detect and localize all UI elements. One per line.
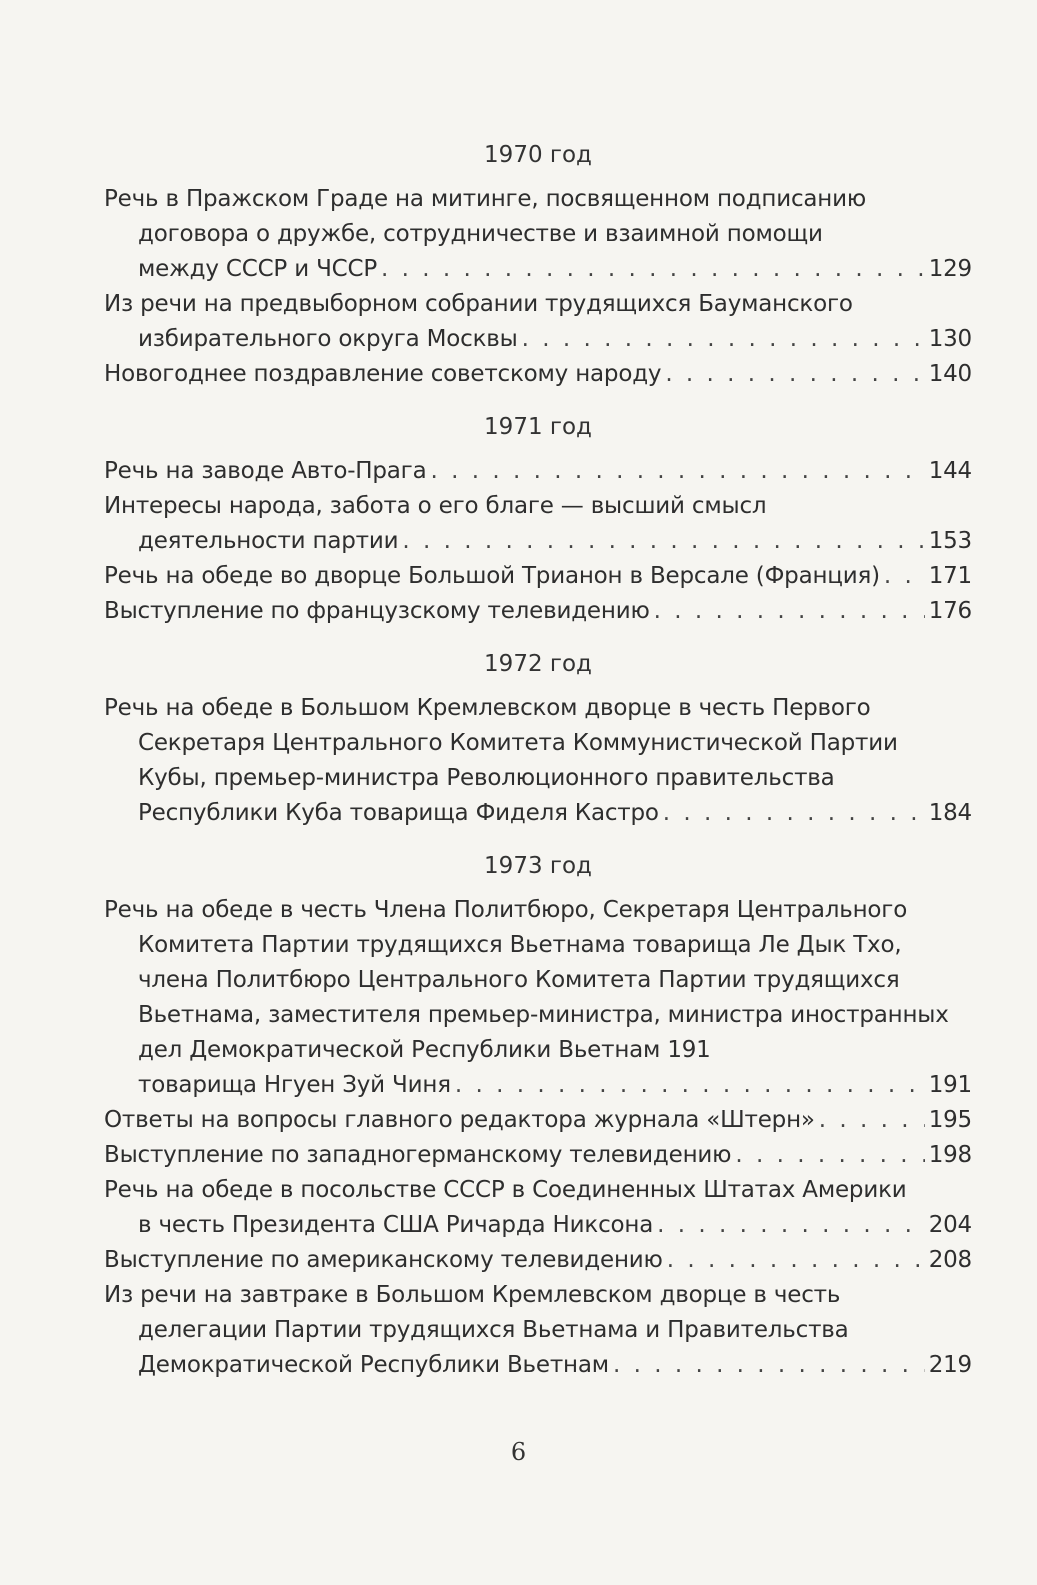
- entry-title-text: Речь на обеде в честь Члена Политбюро, Секретаря Центрального: [104, 897, 908, 923]
- page-number: 6: [510, 1438, 527, 1466]
- entry-line: [104, 998, 972, 1033]
- entry-title-text: между СССР и ЧССР: [138, 256, 378, 282]
- dot-leader: [657, 1208, 925, 1243]
- toc-entry: [104, 691, 972, 831]
- entry-line: [104, 357, 972, 392]
- entry-title-text: Речь на обеде в Большом Кремлевском дворце в честь Первого: [104, 695, 871, 721]
- entry-page-number: 129: [928, 256, 972, 282]
- entry-line: [104, 1173, 972, 1208]
- entry-title-text: избирательного округа Москвы: [138, 326, 518, 352]
- entry-title-text: товарища Нгуен Зуй Чиня: [138, 1072, 451, 1098]
- entry-page-number: 140: [928, 361, 972, 387]
- dot-leader: [654, 594, 925, 629]
- entry-title-text: Речь на обеде во дворце Большой Трианон в Версале (Франция): [104, 563, 880, 589]
- entry-line: [104, 1348, 972, 1383]
- entry-line: [104, 691, 972, 726]
- toc-entry: [104, 893, 972, 1103]
- toc-entry: [104, 489, 972, 559]
- year-heading: 1970 год: [484, 142, 592, 168]
- entry-line: [104, 322, 972, 357]
- entry-line: [104, 963, 972, 998]
- entry-title-text: Республики Куба товарища Фиделя Кастро: [138, 800, 659, 826]
- toc-entry: [104, 594, 972, 629]
- entry-line: [104, 1103, 972, 1138]
- entry-line: [104, 1138, 972, 1173]
- toc-entry: [104, 1278, 972, 1383]
- entry-title-text: Речь на обеде в посольстве СССР в Соединенных Штатах Америки: [104, 1177, 907, 1203]
- entry-page-number: 208: [928, 1247, 972, 1273]
- entry-title-text: Речь на заводе Авто-Прага: [104, 458, 427, 484]
- toc-entry: [104, 1173, 972, 1243]
- toc-entry: [104, 1138, 972, 1173]
- year-heading: 1972 год: [484, 651, 592, 677]
- toc-entry: [104, 182, 972, 287]
- dot-leader: [402, 524, 924, 559]
- entry-title-text: Интересы народа, забота о его благе — высший смысл: [104, 493, 767, 519]
- entry-line: [104, 893, 972, 928]
- entry-title-text: Выступление по французскому телевидению: [104, 598, 650, 624]
- entry-line: [104, 524, 972, 559]
- toc-entry: [104, 454, 972, 489]
- toc-section: [104, 647, 972, 831]
- entry-title-text: Выступление по западногерманскому телевидению: [104, 1142, 732, 1168]
- entry-title-text: Речь в Пражском Граде на митинге, посвященном подписанию: [104, 186, 867, 212]
- entry-line: [104, 928, 972, 963]
- toc-section: [104, 849, 972, 1383]
- entry-title-text: делегации Партии трудящихся Вьетнама и Правительства: [138, 1317, 849, 1343]
- dot-leader: [455, 1068, 925, 1103]
- entry-line: [104, 1243, 972, 1278]
- entry-title-text: Кубы, премьер-министра Революционного правительства: [138, 765, 835, 791]
- entry-title-text: Демократической Республики Вьетнам: [138, 1352, 609, 1378]
- entry-title-text: дел Демократической Республики Вьетнам 191: [138, 1037, 711, 1063]
- dot-leader: [613, 1348, 925, 1383]
- entry-page-number: 176: [928, 598, 972, 624]
- entry-line: [104, 1208, 972, 1243]
- entry-line: [104, 559, 972, 594]
- entry-title-text: Комитета Партии трудящихся Вьетнама товарища Ле Дык Тхо,: [138, 932, 902, 958]
- dot-leader: [381, 252, 925, 287]
- dot-leader: [819, 1103, 925, 1138]
- dot-leader: [665, 357, 924, 392]
- toc-entry: [104, 559, 972, 594]
- toc-entry: [104, 357, 972, 392]
- entry-line: [104, 287, 972, 322]
- entry-line: [104, 182, 972, 217]
- entry-line: [104, 594, 972, 629]
- entry-title-text: Ответы на вопросы главного редактора журнала «Штерн»: [104, 1107, 815, 1133]
- entry-line: [104, 1033, 972, 1068]
- entry-line: [104, 726, 972, 761]
- table-of-contents: [104, 138, 972, 1383]
- dot-leader: [884, 559, 925, 594]
- entry-line: [104, 454, 972, 489]
- entry-line: [104, 1278, 972, 1313]
- entry-title-text: Новогоднее поздравление советскому народу: [104, 361, 662, 387]
- entry-line: [104, 796, 972, 831]
- entry-page-number: 153: [928, 528, 972, 554]
- dot-leader: [735, 1138, 924, 1173]
- entry-line: [104, 761, 972, 796]
- entry-page-number: 184: [928, 800, 972, 826]
- entry-line: [104, 1313, 972, 1348]
- toc-section: [104, 410, 972, 629]
- entry-title-text: в честь Президента США Ричарда Никсона: [138, 1212, 654, 1238]
- entry-page-number: 204: [928, 1212, 972, 1238]
- dot-leader: [667, 1243, 925, 1278]
- entry-line: [104, 252, 972, 287]
- toc-entry: [104, 287, 972, 357]
- dot-leader: [663, 796, 925, 831]
- entry-title-text: Секретаря Центрального Комитета Коммунистической Партии: [138, 730, 898, 756]
- entry-title-text: Выступление по американскому телевидению: [104, 1247, 663, 1273]
- toc-section: [104, 138, 972, 392]
- entry-line: [104, 1068, 972, 1103]
- entry-page-number: 171: [928, 563, 972, 589]
- toc-entry: [104, 1243, 972, 1278]
- entry-page-number: 195: [928, 1107, 972, 1133]
- toc-entry: [104, 1103, 972, 1138]
- entry-title-text: Вьетнама, заместителя премьер-министра, министра иностранных: [138, 1002, 949, 1028]
- year-heading: 1973 год: [484, 853, 592, 879]
- dot-leader: [522, 322, 925, 357]
- entry-title-text: члена Политбюро Центрального Комитета Партии трудящихся: [138, 967, 900, 993]
- entry-page-number: 198: [928, 1142, 972, 1168]
- entry-title-text: Из речи на предвыборном собрании трудящихся Бауманского: [104, 291, 853, 317]
- year-heading: 1971 год: [484, 414, 592, 440]
- dot-leader: [430, 454, 924, 489]
- entry-page-number: 130: [928, 326, 972, 352]
- entry-page-number: 144: [928, 458, 972, 484]
- entry-page-number: 191: [928, 1072, 972, 1098]
- entry-title-text: Из речи на завтраке в Большом Кремлевском дворце в честь: [104, 1282, 841, 1308]
- entry-line: [104, 489, 972, 524]
- entry-title-text: деятельности партии: [138, 528, 399, 554]
- entry-title-text: договора о дружбе, сотрудничестве и взаимной помощи: [138, 221, 823, 247]
- entry-line: [104, 217, 972, 252]
- entry-page-number: 219: [928, 1352, 972, 1378]
